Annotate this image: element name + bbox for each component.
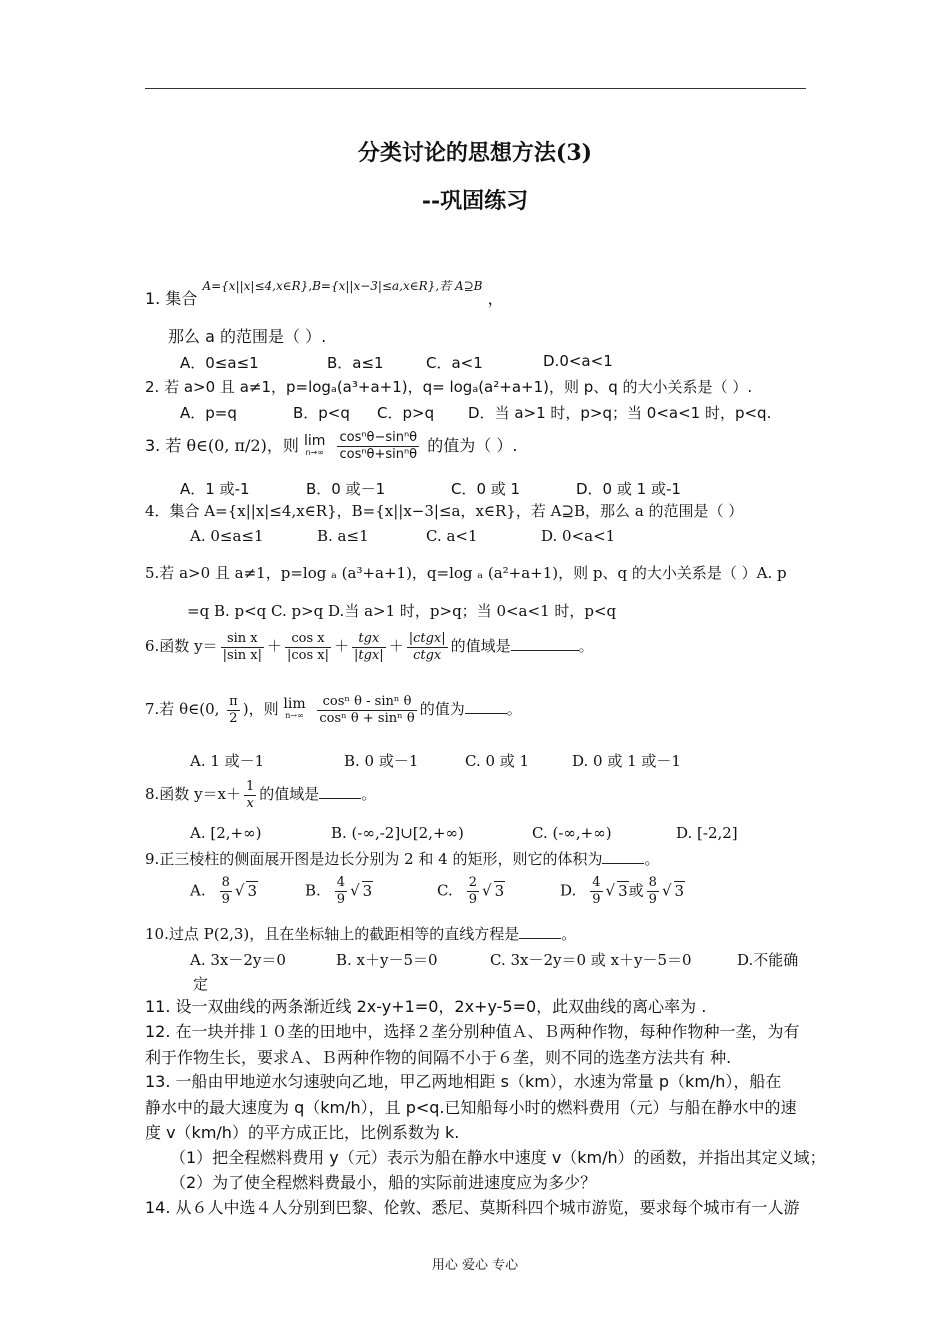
question-11: 11. 设一双曲线的两条渐近线 2x-y+1=0，2x+y-5=0，此双曲线的离心率为 .	[145, 997, 707, 1016]
q6-tail: 的值域是	[450, 637, 511, 655]
question-6: 6.函数 y＝ $\frac{\text{sin x}}{\text{|sin x|}}$ ＋ $\frac{\text{cos x}}{\text{|cos x|}}$ ＋ $\frac{\text{tgx}}{\text{|tgx|}}$ ＋ $\frac{\text{|ctgx|}}{\text{ctgx}}$ 的值域是 。	[145, 630, 594, 663]
q9-end: 。	[644, 850, 660, 868]
q8-tail: 的值域是	[259, 785, 320, 803]
q9-option-c: C. $\frac{2}{9}$ √ 3	[437, 875, 505, 907]
q3-option-b: B．0 或－1	[306, 480, 386, 498]
question-4: 4．集合 A={x||x|≤4,x∈R}，B={x||x−3|≤a，x∈R}，若 A⊇B，那么 a 的范围是（ ）	[145, 502, 744, 520]
q9-option-a: A. $\frac{8}{9}$ √ 3	[190, 875, 257, 907]
question-13-line-1: 13. 一船由甲地逆水匀速驶向乙地，甲乙两地相距 s（km），水速为常量 p（km/h），船在	[145, 1072, 782, 1091]
q10-option-b: B. x＋y－5＝0	[336, 951, 438, 969]
q1-stem: 那么 a 的范围是（ ）.	[168, 327, 327, 346]
question-5-line-1: 5.若 a>0 且 a≠1，p=log ₐ (a³+a+1)，q=log ₐ (a²+a+1)，则 p、q 的大小关系是（ ）A. p	[145, 564, 787, 582]
q9-stem: 9.正三棱柱的侧面展开图是边长分别为 2 和 4 的矩形，则它的体积为	[145, 850, 603, 868]
q7-option-c: C. 0 或 1	[465, 752, 530, 770]
q2-option-a: A．p=q	[180, 404, 237, 422]
question-7	[145, 689, 522, 729]
q1-option-c: C．a<1	[426, 354, 483, 372]
q10-end: 。	[561, 925, 577, 943]
q1-option-a: A．0≤a≤1	[180, 354, 259, 372]
q3-label: 3. 若	[145, 436, 182, 455]
q3-fraction: $\frac{\text{cosⁿθ−sinⁿθ}}{\text{cosⁿθ+sinⁿθ}}$	[339, 430, 418, 462]
page-footer: 用心 爱心 专心	[431, 1258, 519, 1273]
header-rule	[145, 88, 806, 89]
question-5-line-2: =q B. p<q C. p>q D.当 a>1 时，p>q；当 0<a<1 时，p<q	[187, 602, 617, 620]
q1-label: 1. 集合	[145, 289, 198, 308]
q6-label: 6.函数 y＝	[145, 637, 218, 655]
q7-mid: )，则	[242, 700, 279, 718]
q10-option-d-wrap: 定	[193, 975, 209, 993]
q10-option-d: D.不能确	[737, 951, 799, 969]
question-13-line-3: 度 v（km/h）的平方成正比，比例系数为 k.	[145, 1123, 460, 1142]
q4-option-c: C. a<1	[426, 527, 478, 545]
q6-fraction-sin: $\frac{\text{sin x}}{\text{|sin x|}}$	[222, 630, 262, 663]
q7-option-a: A. 1 或－1	[190, 752, 265, 770]
question-1	[145, 278, 504, 311]
question-14: 14. 从６人中选４人分别到巴黎、伦敦、悉尼、莫斯科四个城市游览，要求每个城市有一人游	[145, 1198, 800, 1217]
q7-fraction: $\frac{\text{cosⁿ θ - sinⁿ θ}}{\text{cosⁿ θ + sinⁿ θ}}$	[319, 693, 415, 726]
question-12-line-1: 12. 在一块并排１０垄的田地中，选择２垄分别种值Ａ、Ｂ两种作物，每种作物种一垄，为有	[145, 1022, 800, 1041]
question-3	[145, 430, 517, 463]
question-13-line-2: 静水中的最大速度为 q（km/h），且 p<q.已知船每小时的燃料费用（元）与船在静水中的速	[145, 1098, 797, 1117]
page-subtitle: --巩固练习	[421, 188, 529, 214]
question-9	[145, 848, 660, 870]
q6-end: 。	[578, 637, 594, 655]
q3-condition: θ∈(0, π/2)，则	[186, 436, 299, 455]
q3-option-a: A．1 或-1	[180, 480, 250, 498]
q4-option-b: B. a≤1	[317, 527, 369, 545]
q3-option-d: D．0 或 1 或-1	[576, 480, 681, 498]
q3-tail: 的值为（ ）.	[427, 436, 518, 455]
q8-option-c: C. (-∞,+∞)	[532, 824, 612, 842]
q8-end: 。	[361, 785, 377, 803]
q7-tail: 的值为	[419, 700, 465, 718]
q7-pi-fraction: $\frac{\pi}{2}$	[229, 693, 238, 726]
q7-answer-blank[interactable]	[465, 699, 507, 714]
page-title: 分类讨论的思想方法(3)	[357, 140, 593, 166]
q2-option-d: D．当 a>1 时，p>q；当 0<a<1 时，p<q.	[468, 404, 772, 422]
q1-tail: ，	[487, 289, 504, 308]
question-2: 2. 若 a>0 且 a≠1，p=logₐ(a³+a+1)，q= logₐ(a²+a+1)，则 p、q 的大小关系是（ ）.	[145, 378, 753, 396]
q10-answer-blank[interactable]	[519, 924, 561, 939]
q7-option-d: D. 0 或 1 或－1	[572, 752, 681, 770]
q7-label: 7.若 θ∈(0,	[145, 700, 220, 718]
q1-set-math: A={x||x|≤4,x∈R},B={x||x−3|≤a,x∈R},若 A⊇B	[202, 278, 483, 293]
q7-end: 。	[506, 700, 522, 718]
question-13-sub-2: （2）为了使全程燃料费最小，船的实际前进速度应为多少？	[170, 1173, 597, 1192]
q6-fraction-tg: $\frac{\text{tgx}}{\text{|tgx|}}$	[354, 630, 384, 663]
q10-option-c: C. 3x－2y＝0 或 x＋y－5＝0	[490, 951, 692, 969]
q3-limit: lim n→∞	[303, 432, 326, 457]
q8-answer-blank[interactable]	[319, 784, 361, 799]
q8-option-b: B. (-∞,-2]∪[2,+∞)	[331, 824, 464, 842]
question-8	[145, 775, 376, 813]
q10-option-a: A. 3x－2y＝0	[190, 951, 286, 969]
q8-fraction: $\frac{1}{x}$	[246, 778, 255, 811]
q9-option-b: B. $\frac{4}{9}$ √ 3	[305, 875, 373, 907]
q8-option-d: D. [-2,2]	[676, 824, 738, 842]
q9-option-d: D. $\frac{4}{9}$ √ 3或 $\frac{8}{9}$ √ 3	[560, 875, 685, 907]
q8-label: 8.函数 y＝x＋	[145, 785, 242, 803]
q7-option-b: B. 0 或－1	[344, 752, 419, 770]
q6-fraction-cos: $\frac{\text{cos x}}{\text{|cos x|}}$	[287, 630, 330, 663]
q1-option-b: B．a≤1	[327, 354, 384, 372]
question-10	[145, 923, 576, 945]
q1-option-d: D.0<a<1	[543, 352, 613, 370]
q7-limit: lim n→∞	[283, 696, 306, 720]
q9-answer-blank[interactable]	[602, 849, 644, 864]
q4-option-a: A. 0≤a≤1	[190, 527, 264, 545]
q2-option-b: B．p<q	[293, 404, 350, 422]
q6-answer-blank[interactable]	[511, 636, 579, 651]
q3-option-c: C．0 或 1	[451, 480, 521, 498]
q8-option-a: A. [2,+∞)	[190, 824, 262, 842]
q6-fraction-ctg: $\frac{\text{|ctgx|}}{\text{ctgx}}$	[408, 630, 446, 663]
question-13-sub-1: （1）把全程燃料费用 y（元）表示为船在静水中速度 v（km/h）的函数，并指出其定义域；	[170, 1148, 826, 1167]
q4-option-d: D. 0<a<1	[541, 527, 616, 545]
q2-option-c: C．p>q	[377, 404, 435, 422]
question-12-line-2: 利于作物生长，要求Ａ、Ｂ两种作物的间隔不小于６垄，则不同的选垄方法共有 种.	[145, 1048, 732, 1067]
q10-stem: 10.过点 P(2,3)，且在坐标轴上的截距相等的直线方程是	[145, 925, 520, 943]
